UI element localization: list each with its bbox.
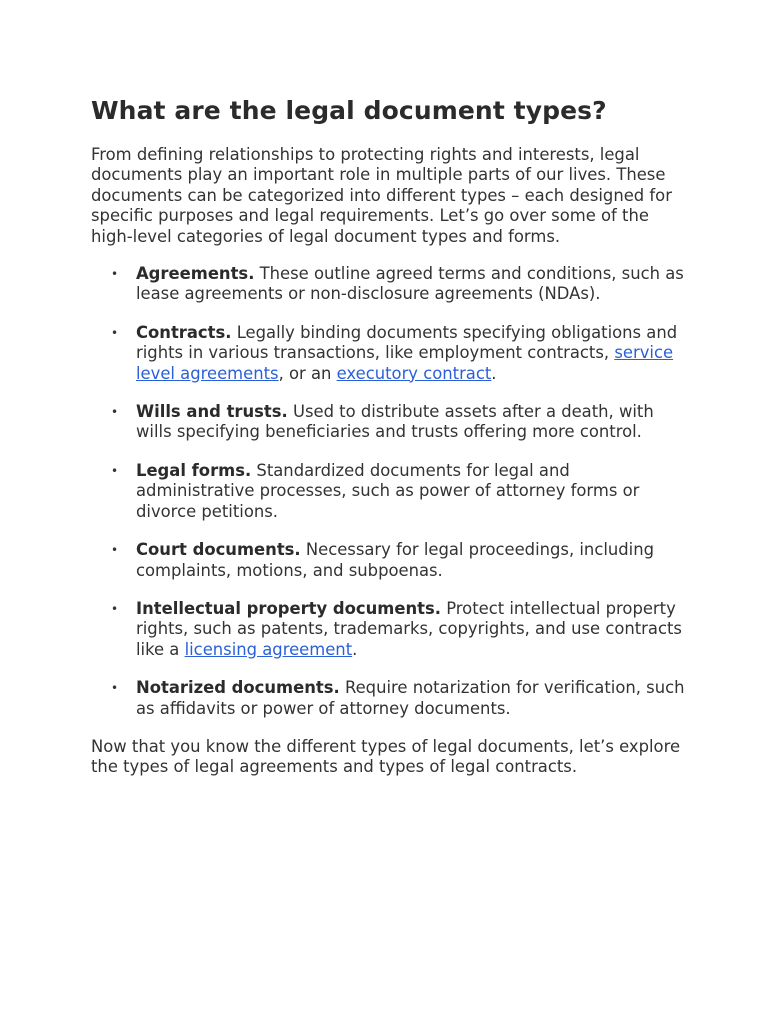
service-level-agreements-link[interactable]: service level agreements: [136, 343, 674, 383]
item-term: Legal forms.: [136, 460, 252, 480]
item-description: Protect intellectual property rights, such as patents, trademarks, copyrights, and use contracts like a: [136, 598, 682, 659]
bullet-icon: •: [111, 267, 119, 282]
document-types-list: [91, 264, 691, 719]
item-description: These outline agreed terms and conditions, such as lease agreements or non-disclosure agreements (NDAs).: [136, 264, 684, 304]
intro-paragraph: From defining relationships to protecting rights and interests, legal documents play an important role in multiple parts of our lives. These documents can be categorized into different types – each designed for specific purposes and legal requirements. Let’s go over some of the high-level categories of legal document types and forms.: [91, 145, 672, 246]
bullet-icon: •: [111, 405, 119, 420]
bullet-icon: •: [111, 325, 119, 340]
list-item-wills-and-trusts: [91, 402, 691, 443]
article: [91, 93, 691, 778]
outro-paragraph: Now that you know the different types of legal documents, let’s explore the types of legal agreements and types of legal contracts.: [91, 736, 681, 777]
item-description-end: .: [491, 363, 497, 383]
item-description-middle: , or an: [278, 363, 337, 383]
bullet-icon: •: [111, 681, 119, 696]
item-description: Require notarization for verification, such as affidavits or power of attorney documents.: [136, 678, 685, 718]
item-term: Agreements.: [136, 264, 255, 284]
item-description: Necessary for legal proceedings, including complaints, motions, and subpoenas.: [136, 540, 655, 580]
page-title: What are the legal document types?: [91, 96, 607, 125]
item-description: Used to distribute assets after a death, with wills specifying beneficiaries and trusts offering more control.: [136, 402, 654, 442]
bullet-icon: •: [111, 463, 119, 478]
item-description: Standardized documents for legal and administrative processes, such as power of attorney forms or divorce petitions.: [136, 460, 640, 521]
bullet-icon: •: [111, 601, 119, 616]
item-description: Legally binding documents specifying obligations and rights in various transactions, like employment contracts,: [136, 322, 678, 363]
item-description-end: .: [352, 639, 358, 659]
list-item-notarized-documents: [91, 678, 691, 719]
list-item-intellectual-property: [91, 599, 691, 660]
item-term: Wills and trusts.: [136, 402, 288, 422]
list-item-legal-forms: [91, 461, 691, 522]
list-item-agreements: [91, 264, 691, 305]
item-term: Notarized documents.: [136, 678, 340, 698]
executory-contract-link[interactable]: executory contract: [336, 363, 492, 383]
list-item-contracts: [91, 323, 691, 384]
item-term: Contracts.: [136, 322, 232, 342]
list-item-court-documents: [91, 540, 691, 581]
item-term: Intellectual property documents.: [136, 598, 441, 618]
licensing-agreement-link[interactable]: licensing agreement: [184, 639, 353, 659]
bullet-icon: •: [111, 543, 119, 558]
item-term: Court documents.: [136, 540, 301, 560]
